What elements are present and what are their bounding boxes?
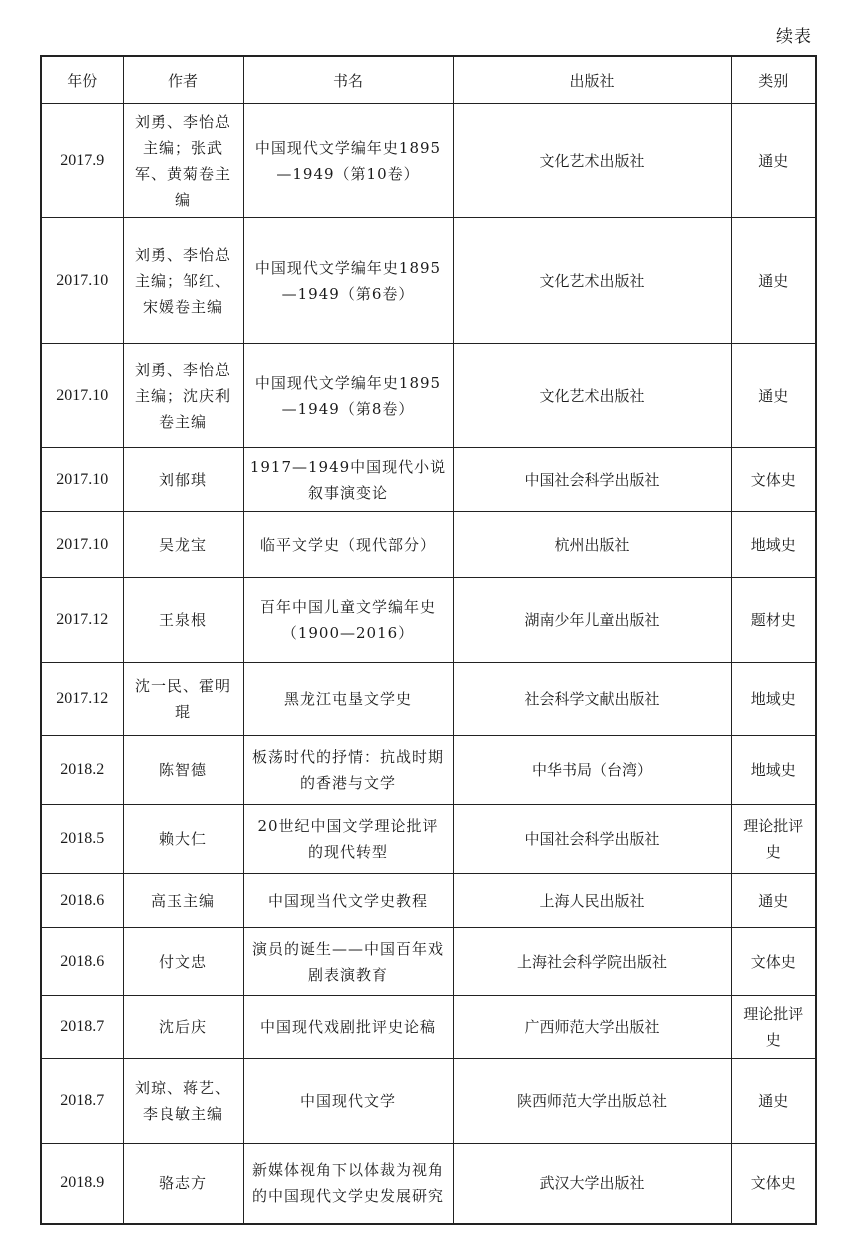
cell-year: 2018.5 xyxy=(41,805,123,874)
cell-publisher: 文化艺术出版社 xyxy=(453,104,731,218)
cell-year: 2018.7 xyxy=(41,996,123,1059)
cell-publisher: 武汉大学出版社 xyxy=(453,1144,731,1224)
cell-author: 骆志方 xyxy=(123,1144,243,1224)
cell-year: 2017.10 xyxy=(41,218,123,344)
cell-author: 刘琼、蒋艺、李良敏主编 xyxy=(123,1059,243,1144)
cell-publisher: 文化艺术出版社 xyxy=(453,218,731,344)
cell-year: 2018.2 xyxy=(41,736,123,805)
cell-category: 文体史 xyxy=(731,448,816,512)
table-row xyxy=(41,104,816,218)
table-row xyxy=(41,1144,816,1224)
cell-author: 沈后庆 xyxy=(123,996,243,1059)
cell-title: 中国现当代文学史教程 xyxy=(243,874,453,928)
cell-author: 高玉主编 xyxy=(123,874,243,928)
cell-year: 2018.9 xyxy=(41,1144,123,1224)
publication-table xyxy=(40,55,817,1225)
header-author: 作者 xyxy=(123,56,243,104)
cell-author: 付文忠 xyxy=(123,928,243,996)
table-row xyxy=(41,874,816,928)
cell-title: 演员的诞生——中国百年戏剧表演教育 xyxy=(243,928,453,996)
cell-category: 理论批评史 xyxy=(731,996,816,1059)
table-row xyxy=(41,805,816,874)
cell-category: 通史 xyxy=(731,344,816,448)
cell-publisher: 陕西师范大学出版总社 xyxy=(453,1059,731,1144)
cell-category: 通史 xyxy=(731,874,816,928)
cell-title: 20世纪中国文学理论批评的现代转型 xyxy=(243,805,453,874)
cell-title: 中国现代文学编年史1895—1949（第10卷） xyxy=(243,104,453,218)
continued-label: 续表 xyxy=(776,27,812,47)
cell-year: 2017.10 xyxy=(41,344,123,448)
cell-title: 黑龙江屯垦文学史 xyxy=(243,663,453,736)
cell-year: 2018.6 xyxy=(41,928,123,996)
table-row xyxy=(41,344,816,448)
cell-author: 刘郁琪 xyxy=(123,448,243,512)
cell-year: 2017.12 xyxy=(41,663,123,736)
cell-author: 陈智德 xyxy=(123,736,243,805)
cell-title: 1917—1949中国现代小说叙事演变论 xyxy=(243,448,453,512)
cell-title: 中国现代文学编年史1895—1949（第8卷） xyxy=(243,344,453,448)
cell-title: 中国现代戏剧批评史论稿 xyxy=(243,996,453,1059)
cell-category: 通史 xyxy=(731,104,816,218)
cell-publisher: 中国社会科学出版社 xyxy=(453,448,731,512)
cell-publisher: 社会科学文献出版社 xyxy=(453,663,731,736)
cell-category: 理论批评史 xyxy=(731,805,816,874)
cell-publisher: 上海社会科学院出版社 xyxy=(453,928,731,996)
table-row xyxy=(41,996,816,1059)
cell-title: 板荡时代的抒情：抗战时期的香港与文学 xyxy=(243,736,453,805)
cell-author: 赖大仁 xyxy=(123,805,243,874)
cell-year: 2017.12 xyxy=(41,578,123,663)
cell-author: 刘勇、李怡总主编；张武军、黄菊卷主编 xyxy=(123,104,243,218)
cell-title: 百年中国儿童文学编年史（1900—2016） xyxy=(243,578,453,663)
cell-year: 2017.10 xyxy=(41,512,123,578)
cell-category: 地域史 xyxy=(731,736,816,805)
cell-author: 刘勇、李怡总主编；邹红、宋媛卷主编 xyxy=(123,218,243,344)
cell-publisher: 中华书局（台湾） xyxy=(453,736,731,805)
cell-title: 新媒体视角下以体裁为视角的中国现代文学史发展研究 xyxy=(243,1144,453,1224)
cell-year: 2017.10 xyxy=(41,448,123,512)
cell-title: 临平文学史（现代部分） xyxy=(243,512,453,578)
header-category: 类别 xyxy=(731,56,816,104)
table-row xyxy=(41,218,816,344)
header-publisher: 出版社 xyxy=(453,56,731,104)
table-row xyxy=(41,736,816,805)
cell-publisher: 中国社会科学出版社 xyxy=(453,805,731,874)
cell-publisher: 湖南少年儿童出版社 xyxy=(453,578,731,663)
cell-publisher: 广西师范大学出版社 xyxy=(453,996,731,1059)
cell-author: 王泉根 xyxy=(123,578,243,663)
table-row xyxy=(41,663,816,736)
cell-year: 2018.7 xyxy=(41,1059,123,1144)
cell-category: 文体史 xyxy=(731,928,816,996)
cell-category: 通史 xyxy=(731,218,816,344)
table-header-row xyxy=(41,56,816,104)
table-row xyxy=(41,578,816,663)
cell-publisher: 上海人民出版社 xyxy=(453,874,731,928)
cell-year: 2018.6 xyxy=(41,874,123,928)
cell-category: 地域史 xyxy=(731,512,816,578)
cell-publisher: 杭州出版社 xyxy=(453,512,731,578)
cell-publisher: 文化艺术出版社 xyxy=(453,344,731,448)
cell-title: 中国现代文学编年史1895—1949（第6卷） xyxy=(243,218,453,344)
cell-category: 题材史 xyxy=(731,578,816,663)
cell-author: 沈一民、霍明琨 xyxy=(123,663,243,736)
cell-author: 吴龙宝 xyxy=(123,512,243,578)
cell-author: 刘勇、李怡总主编；沈庆利卷主编 xyxy=(123,344,243,448)
header-title: 书名 xyxy=(243,56,453,104)
cell-year: 2017.9 xyxy=(41,104,123,218)
table-row xyxy=(41,928,816,996)
header-year: 年份 xyxy=(41,56,123,104)
table-row xyxy=(41,512,816,578)
table-row xyxy=(41,448,816,512)
cell-category: 地域史 xyxy=(731,663,816,736)
cell-category: 通史 xyxy=(731,1059,816,1144)
cell-category: 文体史 xyxy=(731,1144,816,1224)
cell-title: 中国现代文学 xyxy=(243,1059,453,1144)
table-row xyxy=(41,1059,816,1144)
